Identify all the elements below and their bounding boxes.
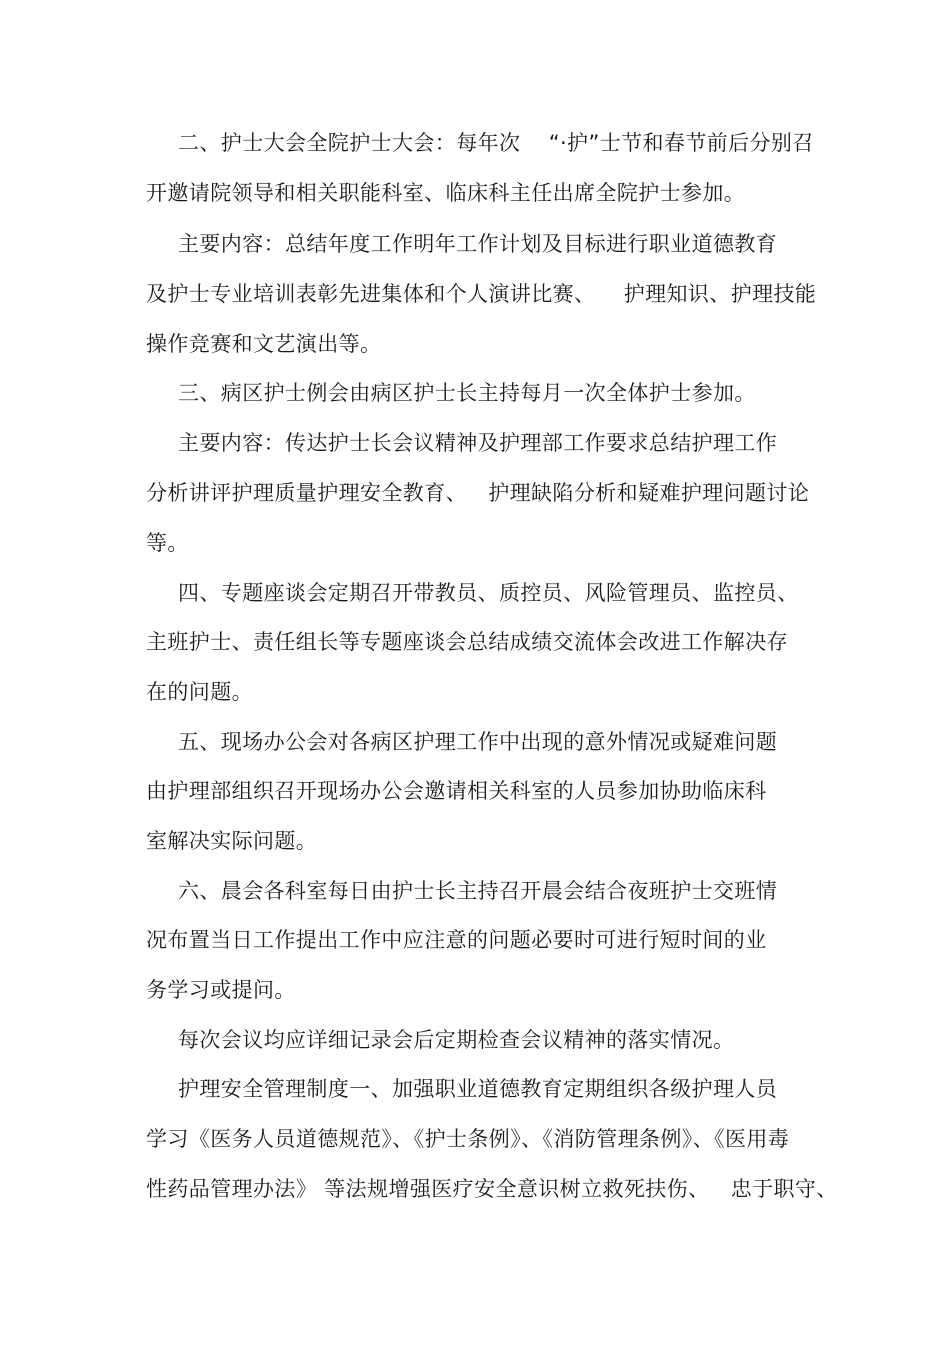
text-line: 主要内容：传达护士长会议精神及护理部工作要求总结护理工作 xyxy=(178,431,778,455)
text-line: 由护理部组织召开现场办公会邀请相关科室的人员参加协助临床科 xyxy=(146,779,767,803)
text-line: 护理安全管理制度一、加强职业道德教育定期组织各级护理人员 xyxy=(178,1077,778,1101)
text-line: 三、病区护士例会由病区护士长主持每月一次全体护士参加。 xyxy=(178,381,756,405)
text-line: 开邀请院领导和相关职能科室、临床科主任出席全院护士参加。 xyxy=(146,181,746,205)
text-line: 况布置当日工作提出工作中应注意的问题必要时可进行短时间的业 xyxy=(146,928,767,952)
text-line: 操作竞赛和文艺演出等。 xyxy=(146,332,382,356)
text-line: 室解决实际问题。 xyxy=(146,829,318,853)
text-line: 主班护士、责任组长等专题座谈会总结成绩交流体会改进工作解决存 xyxy=(146,630,788,654)
text-line: 在的问题。 xyxy=(146,680,253,704)
text-line: 等。 xyxy=(146,531,189,555)
text-line: 每次会议均应详细记录会后定期检查会议精神的落实情况。 xyxy=(178,1028,735,1052)
text-line: 六、晨会各科室每日由护士长主持召开晨会结合夜班护士交班情 xyxy=(178,879,778,903)
text-line: 性药品管理办法》 等法规增强医疗安全意识树立救死扶伤、 忠于职守、 xyxy=(146,1177,838,1201)
text-line: 学习《医务人员道德规范》、《护士条例》、《消防管理条例》、《医用毒 xyxy=(146,1127,790,1151)
text-line: 五、现场办公会对各病区护理工作中出现的意外情况或疑难问题 xyxy=(178,730,778,754)
text-line: 四、专题座谈会定期召开带教员、质控员、风险管理员、监控员、 xyxy=(178,581,799,605)
text-line: 分析讲评护理质量护理安全教育、 护理缺陷分析和疑难护理问题讨论 xyxy=(146,481,810,505)
text-line: 务学习或提问。 xyxy=(146,978,296,1002)
text-line: 二、护士大会全院护士大会：每年次 “·护”士节和春节前后分别召 xyxy=(178,131,814,155)
text-line: 主要内容：总结年度工作明年工作计划及目标进行职业道德教育 xyxy=(178,232,778,256)
text-line: 及护士专业培训表彰先进集体和个人演讲比赛、 护理知识、护理技能 xyxy=(146,282,817,306)
